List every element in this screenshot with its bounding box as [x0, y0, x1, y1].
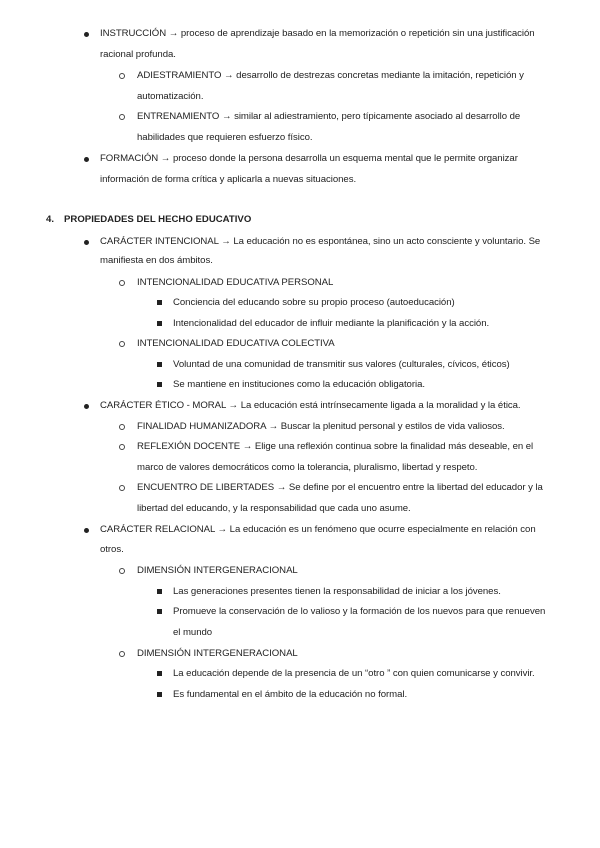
item-intencionalidad-educador: Intencionalidad del educador de influir mediante la planificación y la acción. [173, 318, 490, 329]
bullet-disc [84, 240, 89, 245]
item-instruccion: INSTRUCCIÓN → proceso de aprendizaje basado en la memorización o repetición sin una justificación [100, 28, 535, 39]
item-instruccion-cont: racional profunda. [100, 49, 176, 60]
item-caracter-relacional-cont: otros. [100, 544, 124, 555]
bullet-circle [119, 651, 125, 657]
item-dimension-intergeneracional: DIMENSIÓN INTERGENERACIONAL [137, 565, 298, 576]
bullet-circle [119, 424, 125, 430]
item-caracter-relacional: CARÁCTER RELACIONAL → La educación es un fenómeno que ocurre especialmente en relación con [100, 524, 536, 535]
item-reflexion-docente: REFLEXIÓN DOCENTE → Elige una reflexión continua sobre la finalidad más deseable, en el [137, 441, 534, 452]
bullet-square [157, 589, 162, 594]
item-formacion: FORMACIÓN → proceso donde la persona desarrolla un esquema mental que le permite organizar [100, 153, 518, 164]
bullet-square [157, 382, 162, 387]
bullet-square [157, 362, 162, 367]
bullet-disc [84, 32, 89, 37]
item-promueve-conservacion-cont: el mundo [173, 627, 213, 638]
bullet-circle [119, 114, 125, 120]
item-conciencia-educando: Conciencia del educando sobre su propio proceso (autoeducación) [173, 297, 455, 308]
item-encuentro-libertades: ENCUENTRO DE LIBERTADES → Se define por el encuentro entre la libertad del educador y la [137, 482, 543, 493]
item-intencionalidad-personal: INTENCIONALIDAD EDUCATIVA PERSONAL [137, 277, 334, 288]
bullet-square [157, 609, 162, 614]
item-voluntad-comunidad: Voluntad de una comunidad de transmitir sus valores (culturales, cívicos, éticos) [173, 359, 510, 370]
item-caracter-etico: CARÁCTER ÉTICO - MORAL → La educación está intrínsecamente ligada a la moralidad y la ética. [100, 400, 521, 411]
item-educacion-no-formal: Es fundamental en el ámbito de la educación no formal. [173, 689, 408, 700]
bullet-circle [119, 341, 125, 347]
bullet-square [157, 671, 162, 676]
item-intencionalidad-colectiva: INTENCIONALIDAD EDUCATIVA COLECTIVA [137, 338, 335, 349]
item-dimension-intergeneracional-2: DIMENSIÓN INTERGENERACIONAL [137, 648, 298, 659]
item-encuentro-libertades-cont: libertad del educando, y la responsabilidad que cada uno asume. [137, 503, 411, 514]
bullet-circle [119, 73, 125, 79]
bullet-circle [119, 568, 125, 574]
item-caracter-intencional-cont: manifiesta en dos ámbitos. [100, 255, 213, 266]
item-caracter-intencional: CARÁCTER INTENCIONAL → La educación no es espontánea, sino un acto consciente y voluntario. Se [100, 236, 541, 247]
item-generaciones-presentes: Las generaciones presentes tienen la responsabilidad de iniciar a los jóvenes. [173, 586, 501, 597]
item-formacion-cont: información de forma crítica y aplicarla a nuevas situaciones. [100, 174, 357, 185]
bullet-square [157, 321, 162, 326]
item-promueve-conservacion: Promueve la conservación de lo valioso y la formación de los nuevos para que renueven [173, 606, 546, 617]
item-entrenamiento-cont: habilidades que requieren esfuerzo físico. [137, 132, 313, 143]
item-instituciones: Se mantiene en instituciones como la educación obligatoria. [173, 379, 425, 390]
bullet-square [157, 692, 162, 697]
item-finalidad-humanizadora: FINALIDAD HUMANIZADORA → Buscar la plenitud personal y estilos de vida valiosos. [137, 421, 505, 432]
section-number: 4. [46, 214, 55, 225]
item-entrenamiento: ENTRENAMIENTO → similar al adiestramiento, pero típicamente asociado al desarrollo de [137, 111, 521, 122]
bullet-disc [84, 157, 89, 162]
bullet-circle [119, 444, 125, 450]
item-reflexion-docente-cont: marco de valores democráticos como la tolerancia, pluralismo, libertad y respeto. [137, 462, 478, 473]
bullet-square [157, 300, 162, 305]
item-adiestramiento-cont: automatización. [137, 91, 204, 102]
bullet-disc [84, 404, 89, 409]
section-title: PROPIEDADES DEL HECHO EDUCATIVO [64, 214, 252, 225]
item-adiestramiento: ADIESTRAMIENTO → desarrollo de destrezas concretas mediante la imitación, repetición y [137, 70, 524, 81]
bullet-circle [119, 485, 125, 491]
item-educacion-otro: La educación depende de la presencia de un “otro ” con quien comunicarse y convivir. [173, 668, 535, 679]
bullet-circle [119, 280, 125, 286]
bullet-disc [84, 528, 89, 533]
